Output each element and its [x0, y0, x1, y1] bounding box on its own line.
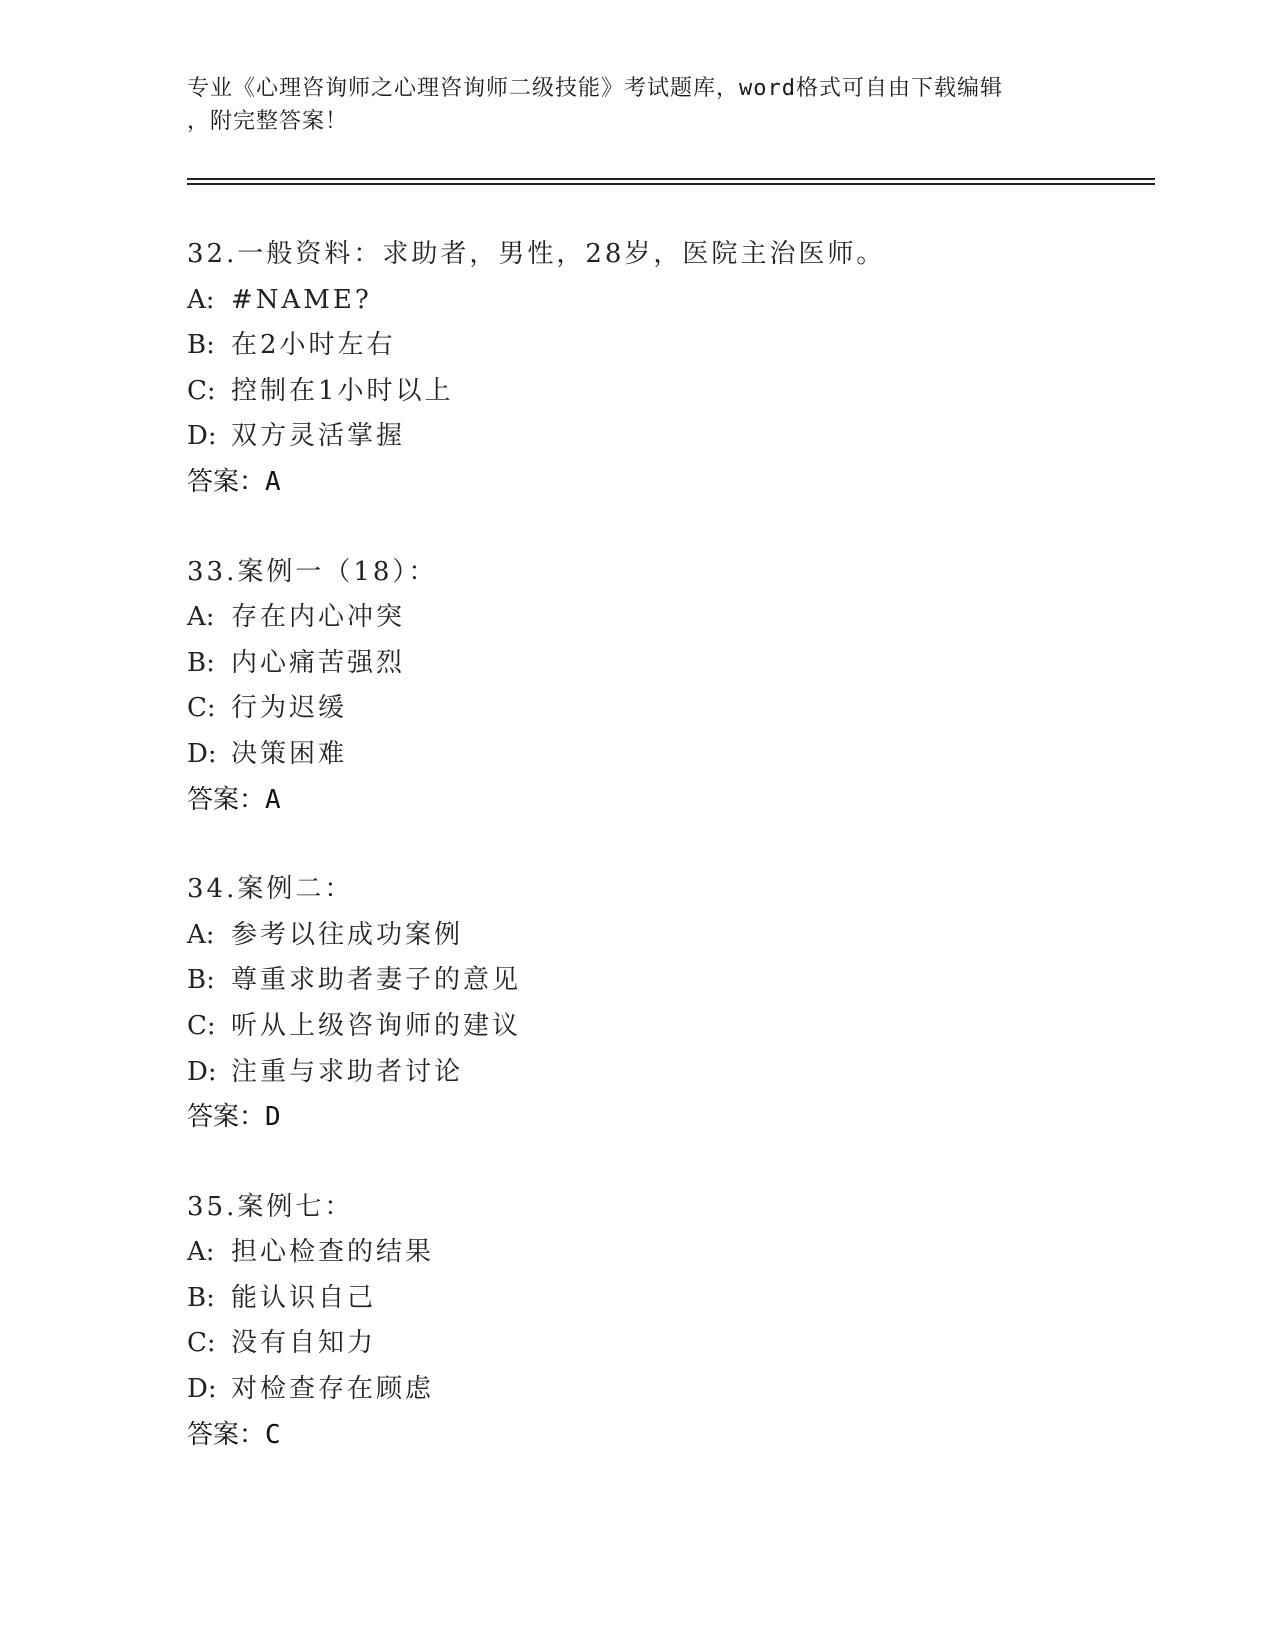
option-a — [187, 595, 1147, 641]
option-key: A: — [187, 602, 215, 633]
option-text: 能认识自己 — [231, 1282, 377, 1313]
option-key: D: — [187, 1374, 217, 1405]
option-key: A: — [187, 919, 215, 950]
option-text: 尊重求助者妻子的意见 — [231, 965, 522, 996]
document-header — [187, 72, 1087, 138]
question-title: 35.案例七： — [187, 1191, 354, 1222]
option-a — [187, 1230, 1147, 1276]
header-divider-bottom — [187, 183, 1155, 185]
option-c — [187, 1004, 1147, 1050]
question-title: 32.一般资料：求助者，男性，28岁，医院主治医师。 — [187, 239, 886, 269]
option-text: 内心痛苦强烈 — [231, 647, 406, 678]
option-key: C: — [187, 1328, 216, 1359]
option-c — [187, 369, 1147, 415]
option-a — [187, 278, 1147, 324]
option-b — [187, 958, 1147, 1004]
option-text: #NAME? — [231, 284, 372, 315]
header-line-1: 专业《心理咨询师之心理咨询师二级技能》考试题库，word格式可自由下载编辑 — [187, 76, 1003, 101]
question-32 — [187, 232, 1147, 506]
question-33 — [187, 550, 1147, 824]
option-key: D: — [187, 1056, 217, 1087]
option-key: A: — [187, 1237, 215, 1268]
option-key: B: — [187, 647, 215, 678]
option-c — [187, 1321, 1147, 1367]
option-d — [187, 1050, 1147, 1096]
option-text: 在2小时左右 — [231, 330, 396, 361]
option-a — [187, 913, 1147, 959]
option-text: 行为迟缓 — [231, 693, 348, 724]
option-text: 决策困难 — [231, 738, 348, 769]
option-key: C: — [187, 1010, 216, 1041]
option-text: 存在内心冲突 — [231, 602, 406, 633]
option-text: 没有自知力 — [231, 1328, 377, 1359]
question-title: 34.案例二： — [187, 874, 354, 905]
option-key: C: — [187, 693, 216, 724]
option-key: D: — [187, 738, 217, 769]
option-key: C: — [187, 375, 216, 406]
option-text: 担心检查的结果 — [231, 1237, 435, 1268]
option-d — [187, 1367, 1147, 1413]
option-b — [187, 323, 1147, 369]
question-title: 33.案例一（18）： — [187, 556, 438, 587]
option-b — [187, 641, 1147, 687]
option-key: B: — [187, 330, 215, 361]
option-text: 双方灵活掌握 — [231, 421, 406, 452]
header-divider-top — [187, 178, 1155, 180]
option-d — [187, 414, 1147, 460]
option-b — [187, 1276, 1147, 1322]
answer-line: 答案：A — [187, 784, 281, 815]
option-key: B: — [187, 1282, 215, 1313]
answer-line: 答案：D — [187, 1102, 281, 1133]
option-text: 参考以往成功案例 — [231, 919, 464, 950]
option-key: A: — [187, 284, 215, 315]
option-text: 控制在1小时以上 — [231, 375, 454, 406]
answer-line: 答案：A — [187, 466, 281, 497]
option-c — [187, 686, 1147, 732]
question-35 — [187, 1185, 1147, 1459]
option-key: B: — [187, 965, 215, 996]
answer-line: 答案：C — [187, 1419, 281, 1450]
option-key: D: — [187, 421, 217, 452]
option-text: 注重与求助者讨论 — [231, 1056, 464, 1087]
option-d — [187, 732, 1147, 778]
question-list — [187, 232, 1147, 1502]
question-34 — [187, 867, 1147, 1141]
option-text: 对检查存在顾虑 — [231, 1374, 435, 1405]
header-line-2: ，附完整答案！ — [187, 109, 349, 134]
option-text: 听从上级咨询师的建议 — [231, 1010, 522, 1041]
